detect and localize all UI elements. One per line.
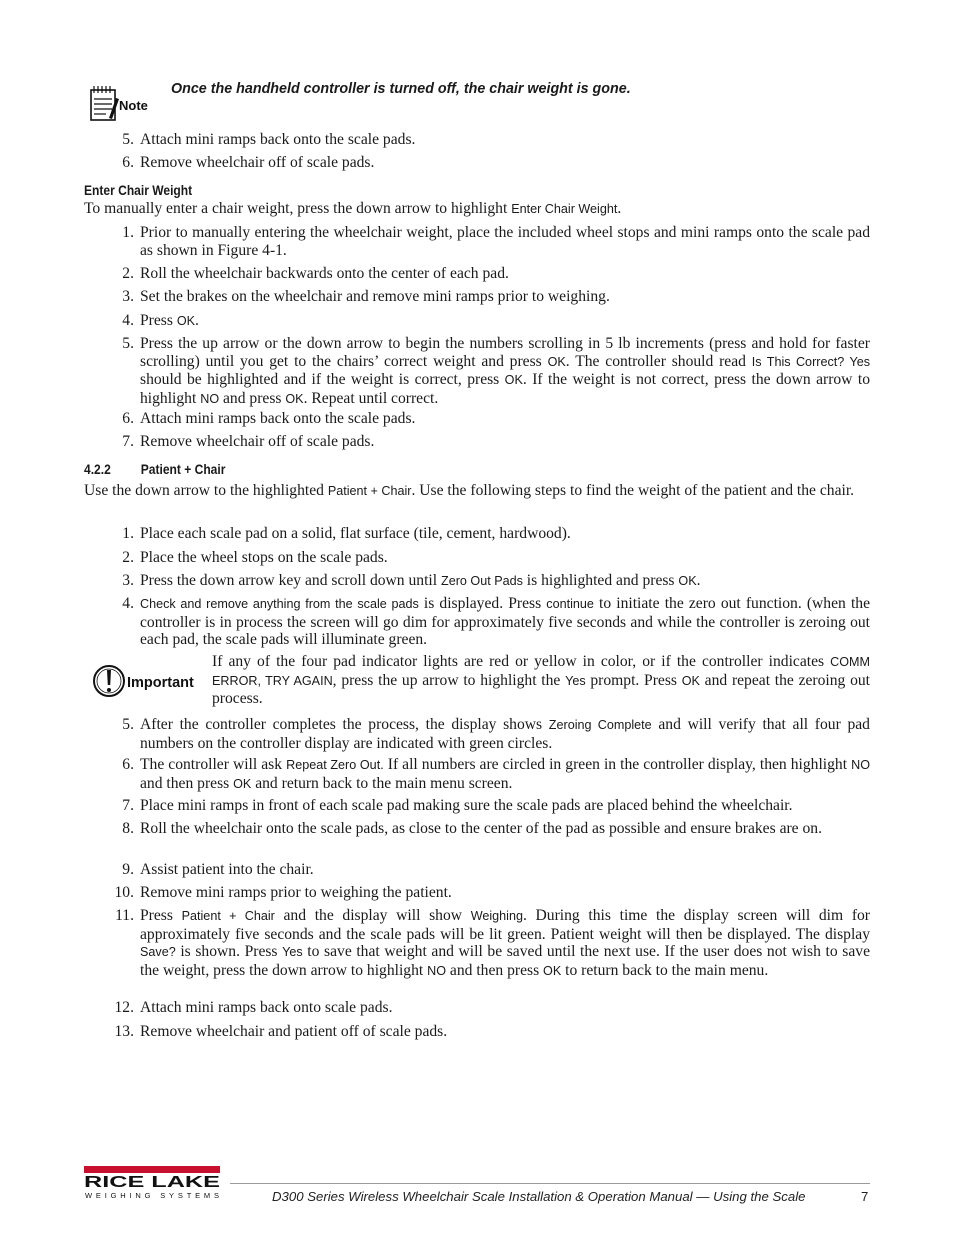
text-run: to initiate the zero out function. (when the controller is in process the screen will go dim for approximately five seconds and while the controller is zeroing out each pad, the scale pads will illuminate green. (140, 595, 870, 648)
text-run: Place mini ramps in front of each scale pad making sure the scale pads are placed behind the wheelchair. (140, 797, 793, 814)
step-number: 6. (122, 756, 134, 773)
exclamation-circle-icon (92, 663, 210, 699)
list-item (122, 861, 870, 879)
step-number: 7. (122, 797, 134, 814)
list-item (122, 716, 870, 752)
list-item (122, 525, 870, 543)
ui-term: Patient + Chair (327, 484, 412, 498)
text-run: to return back to the main menu. (561, 961, 769, 979)
step-number: 6. (122, 410, 134, 427)
text-run: . Use the following steps to find the weight of the patient and the chair. (411, 482, 855, 499)
text-run: If all numbers are circled in green in the controller display, then highlight (383, 756, 852, 773)
text-run: Use the down arrow to the highlighted (84, 482, 328, 499)
text-run: Roll the wheelchair onto the scale pads, as close to the center of the pad as possible and ensure brakes are on. (140, 820, 822, 837)
step-number: 5. (122, 716, 134, 733)
note-callout (88, 80, 888, 124)
rice-lake-logo (84, 1164, 224, 1204)
list-item (122, 224, 870, 259)
ui-term: OK (504, 373, 523, 387)
ui-term: Patient + Chair (181, 909, 275, 923)
ui-term: OK (678, 574, 697, 588)
important-label: Important (127, 675, 194, 691)
list-item (122, 265, 870, 283)
text-run: and return back to the main menu screen. (251, 774, 513, 792)
text-run: and repeat the zeroing out process. (212, 671, 870, 707)
text-run: Attach mini ramps back onto scale pads. (140, 999, 393, 1016)
text-run: Attach mini ramps back onto the scale pads. (140, 410, 416, 427)
text-run: Press the up arrow or the down arrow to begin the numbers scrolling in 5 lb increments (press and hold for faster scrolling) until you get to the chairs’ correct weight and press (140, 335, 870, 370)
footer-title: D300 Series Wireless Wheelchair Scale Installation & Operation Manual — Using the Scale (272, 1189, 806, 1204)
list-item (122, 549, 870, 567)
text-run: Attach mini ramps back onto the scale pads. (140, 131, 416, 148)
ui-term: Yes (282, 945, 303, 959)
list-item (122, 820, 870, 838)
list-item (115, 907, 871, 980)
step-number: 12. (114, 999, 134, 1016)
text-run: Assist patient into the chair. (140, 861, 314, 878)
patient-chair-intro (84, 482, 870, 501)
step-number: 11. (115, 907, 134, 924)
logo-subtitle: WEIGHING SYSTEMS (85, 1191, 219, 1200)
step-number: 5. (122, 131, 134, 148)
ui-term: Yes (565, 673, 586, 688)
step-number: 10. (114, 884, 134, 901)
text-run: If any of the four pad indicator lights are red or yellow in color, or if the controller indicates (212, 653, 831, 670)
text-run: . If the weight is not correct, press the down arrow to highlight (140, 371, 870, 407)
text-run: should be highlighted and if the weight is correct, press (140, 371, 505, 388)
step-number: 7. (122, 433, 134, 450)
ui-term: NO (200, 391, 220, 406)
ui-term: Repeat Zero Out. (286, 758, 384, 772)
ui-term: Zero Out Pads (441, 574, 523, 588)
text-run: and will verify that all four pad numbers on the controller display are indicated with green circles. (140, 716, 870, 752)
text-run: Set the brakes on the wheelchair and remove mini ramps prior to weighing. (140, 288, 610, 305)
step-number: 13. (114, 1023, 134, 1040)
ui-term: continue (546, 597, 594, 611)
text-run: , press the up arrow to highlight the (332, 671, 566, 689)
list-item (122, 312, 870, 331)
ui-term: OK (285, 391, 304, 406)
list-item (114, 884, 870, 902)
section-number: 4.2.2 (84, 461, 111, 477)
text-run: Roll the wheelchair backwards onto the center of each pad. (140, 265, 509, 282)
step-number: 9. (122, 861, 134, 878)
logo-wordmark: RICE LAKE (84, 1174, 220, 1191)
text-run: Place each scale pad on a solid, flat surface (tile, cement, hardwood). (140, 525, 571, 542)
list-item (114, 999, 870, 1017)
footer-divider (230, 1183, 870, 1184)
text-run: Remove wheelchair and patient off of scale pads. (140, 1023, 448, 1040)
important-text (212, 653, 870, 708)
list-item (122, 410, 870, 428)
text-run: Press the down arrow key and scroll down until (140, 572, 441, 589)
step-number: 2. (122, 265, 134, 282)
step-number: 8. (122, 820, 134, 837)
ui-term: OK (233, 776, 252, 791)
ui-term: NO (427, 963, 447, 978)
text-run: and then press (140, 774, 234, 792)
note-pad-icon (88, 84, 158, 124)
list-item (122, 572, 870, 591)
logo-bar (84, 1166, 220, 1173)
step-number: 4. (122, 595, 134, 612)
list-item (122, 131, 870, 149)
text-run: To manually enter a chair weight, press the down arrow to highlight (84, 200, 512, 217)
text-run: Press (140, 312, 177, 329)
ui-term: Save? (140, 945, 176, 959)
ui-term: COMM ERROR, TRY AGAIN (212, 655, 870, 688)
text-run: Remove wheelchair off of scale pads. (140, 154, 375, 171)
list-item (122, 335, 870, 408)
ui-term: OK (543, 963, 562, 978)
text-run: and then press (446, 961, 544, 979)
text-run: Prior to manually entering the wheelchair weight, place the included wheel stops and mini ramps onto the scale pad as shown in Figure 4-1. (140, 224, 870, 259)
list-item (122, 154, 870, 172)
list-item (122, 797, 870, 815)
ui-term: OK (176, 314, 196, 328)
step-number: 3. (122, 572, 134, 589)
text-run: . (617, 200, 622, 217)
note-label: Note (119, 98, 148, 113)
list-item (122, 756, 871, 793)
text-run: to save that weight and will be saved until the next use. If the user does not wish to save the weight, press the down arrow to highlight (140, 943, 870, 979)
ui-term: Enter Chair Weight (511, 202, 618, 216)
important-callout (92, 653, 872, 709)
section-title: Patient + Chair (140, 461, 226, 477)
text-run: . (195, 312, 199, 329)
ui-term: OK (547, 354, 566, 369)
text-run: . Repeat until correct. (303, 389, 439, 407)
step-number: 1. (122, 525, 134, 542)
list-item (114, 1023, 870, 1041)
ui-term: Is This Correct? Yes (751, 354, 870, 369)
ui-term: OK (681, 673, 700, 688)
text-run: Remove mini ramps prior to weighing the patient. (140, 884, 452, 901)
list-item (122, 288, 870, 306)
text-run: and press (219, 389, 286, 407)
step-number: 4. (122, 312, 134, 329)
ui-term: NO (851, 758, 871, 772)
step-number: 5. (122, 335, 134, 352)
text-run: The controller will ask (140, 756, 287, 773)
step-number: 6. (122, 154, 134, 171)
list-item (122, 595, 870, 649)
text-run: prompt. Press (585, 671, 682, 689)
step-number: 3. (122, 288, 134, 305)
ui-term: Weighing (470, 909, 523, 923)
step-number: 2. (122, 549, 134, 566)
text-run: Remove wheelchair off of scale pads. (140, 433, 375, 450)
note-text: Once the handheld controller is turned off, the chair weight is gone. (171, 81, 631, 97)
text-run: is shown. Press (175, 943, 283, 960)
ui-term: Check and remove anything from the scale pads (140, 597, 419, 611)
text-run: is highlighted and press (522, 572, 679, 589)
ui-term: Zeroing Complete (548, 718, 652, 732)
enter-chair-heading: Enter Chair Weight (84, 182, 193, 198)
text-run: . The controller should read (565, 352, 752, 370)
text-run: Press (140, 907, 182, 924)
text-run: and the display will show (274, 907, 471, 924)
list-item (122, 433, 870, 451)
section-heading (84, 461, 225, 478)
text-run: . During this time the display screen will dim for approximately five seconds and the scale pads will be lit green. Patient weight will then be displayed. The display (140, 907, 871, 943)
enter-chair-intro (84, 200, 870, 219)
step-number: 1. (122, 224, 134, 241)
text-run: . (696, 572, 701, 589)
page-number: 7 (861, 1189, 869, 1204)
text-run: Place the wheel stops on the scale pads. (140, 549, 388, 566)
text-run: is displayed. Press (418, 595, 547, 612)
text-run: After the controller completes the process, the display shows (140, 716, 549, 733)
